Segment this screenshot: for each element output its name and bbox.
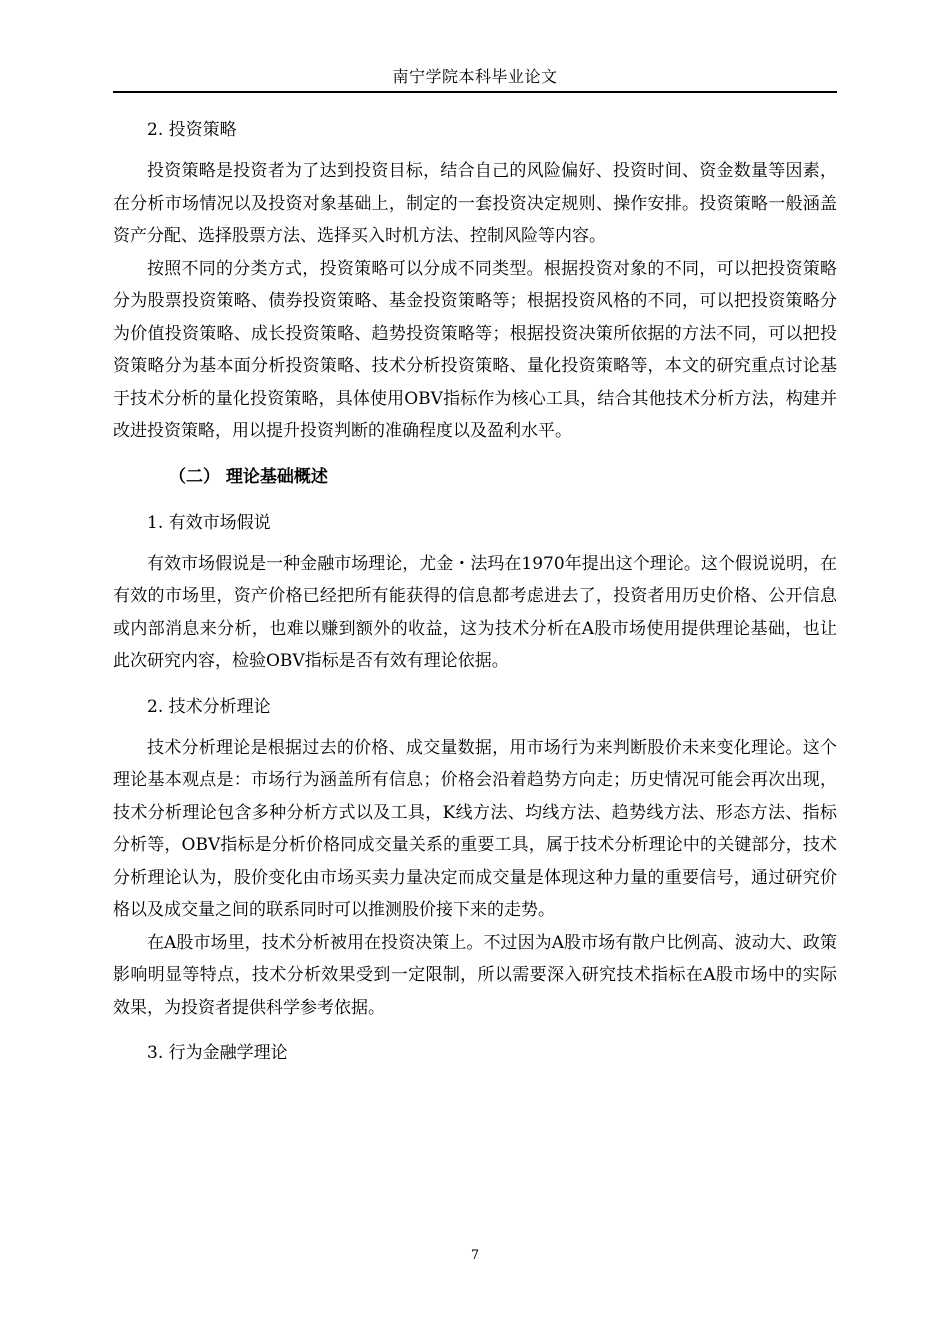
paragraph: 技术分析理论是根据过去的价格、成交量数据，用市场行为来判断股价未来变化理论。这个理论基本观点是：市场行为涵盖所有信息；价格会沿着趋势方向走；历史情况可能会再次出现，技术分析理论包含多种分析方式以及工具，K线方法、均线方法、趋势线方法、形态方法、指标分析等，OBV指标是分析价格同成交量关系的重要工具，属于技术分析理论中的关键部分，技术分析理论认为，股价变化由市场买卖力量决定而成交量是体现这种力量的重要信号，通过研究价格以及成交量之间的联系同时可以推测股价接下来的走势。 — [113, 737, 837, 920]
section-heading-theory-overview: （二） 理论基础概述 — [169, 466, 328, 487]
page-header: 南宁学院本科毕业论文 — [392, 67, 558, 86]
subsection-heading-technical-analysis: 2. 技术分析理论 — [147, 696, 271, 717]
paragraph: 按照不同的分类方式，投资策略可以分成不同类型。根据投资对象的不同，可以把投资策略分为股票投资策略、债券投资策略、基金投资策略等；根据投资风格的不同，可以把投资策略分为价值投资策略、成长投资策略、趋势投资策略等；根据投资决策所依据的方法不同，可以把投资策略分为基本面分析投资策略、技术分析投资策略、量化投资策略等，本文的研究重点讨论基于技术分析的量化投资策略，具体使用OBV指标作为核心工具，结合其他技术分析方法，构建并改进投资策略，用以提升投资判断的准确程度以及盈利水平。 — [113, 258, 837, 441]
header-divider — [113, 91, 837, 93]
subsection-heading-investment-strategy: 2. 投资策略 — [147, 120, 237, 140]
paragraph: 有效市场假说是一种金融市场理论，尤金・法玛在1970年提出这个理论。这个假说说明，在有效的市场里，资产价格已经把所有能获得的信息都考虑进去了，投资者用历史价格、公开信息或内部消息来分析，也难以赚到额外的收益，这为技术分析在A股市场使用提供理论基础，也让此次研究内容，检验OBV指标是否有效有理论依据。 — [113, 553, 837, 671]
paragraph: 投资策略是投资者为了达到投资目标，结合自己的风险偏好、投资时间、资金数量等因素，在分析市场情况以及投资对象基础上，制定的一套投资决定规则、操作安排。投资策略一般涵盖资产分配、选择股票方法、选择买入时机方法、控制风险等内容。 — [113, 161, 837, 246]
paragraph: 在A股市场里，技术分析被用在投资决策上。不过因为A股市场有散户比例高、波动大、政策影响明显等特点，技术分析效果受到一定限制，所以需要深入研究技术指标在A股市场中的实际效果，为投资者提供科学参考依据。 — [113, 932, 837, 1018]
subsection-heading-efficient-market: 1. 有效市场假说 — [147, 512, 271, 533]
subsection-heading-behavioral-finance: 3. 行为金融学理论 — [147, 1043, 288, 1063]
page-number: 7 — [470, 1248, 480, 1263]
page-body — [113, 113, 837, 1078]
